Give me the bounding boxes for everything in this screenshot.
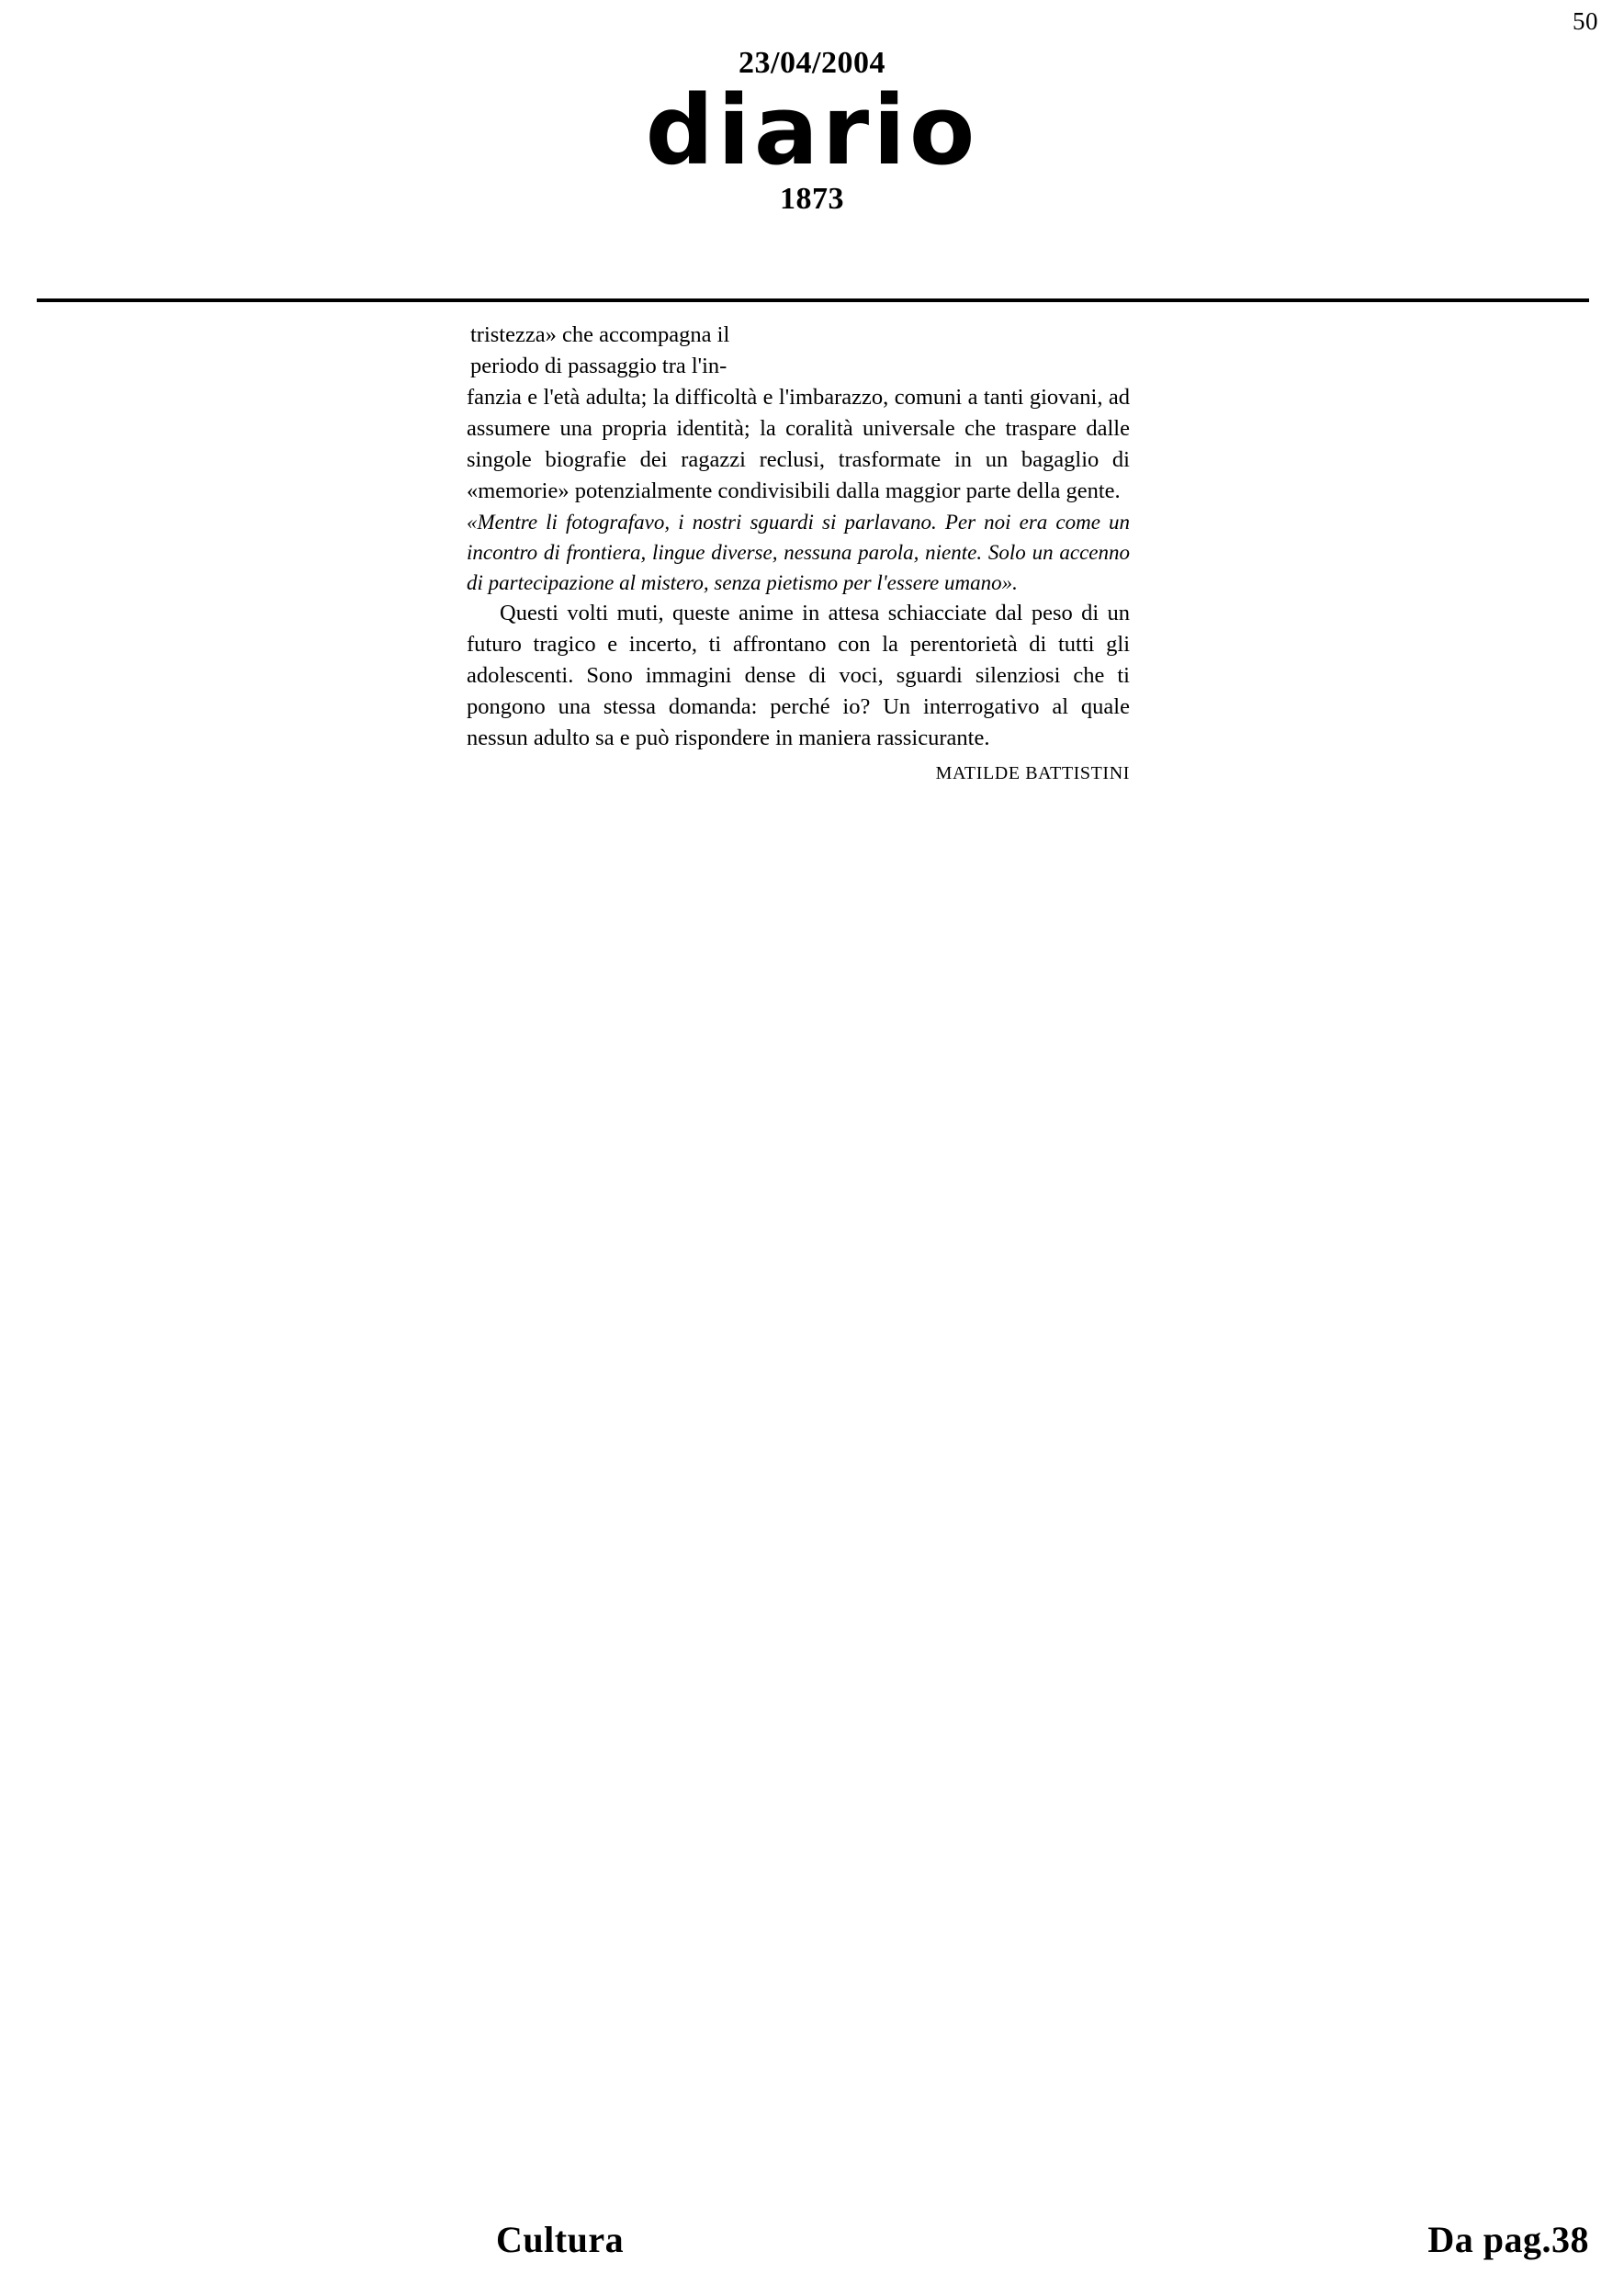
article-pull-quote: «Mentre li fotografavo, i nostri sguardi si parlavano. Per noi era come un incontro di frontiera, lingue diverse, nessuna parola, niente. Solo un accenno di partecipazione al mistero, senza pietismo per l'essere umano». <box>467 511 1130 594</box>
lead-line-1: tristezza» che accompagna il <box>470 322 730 347</box>
footer-continuation-label: Da pag.38 <box>1427 2219 1589 2260</box>
lead-line-2: periodo di passaggio tra l'in- <box>470 354 727 378</box>
header-divider <box>37 298 1589 302</box>
article-body <box>467 320 1130 784</box>
article-paragraph-main: fanzia e l'età adulta; la difficoltà e l'imbarazzo, comuni a tanti giovani, ad assumere una propria identità; la coralità universale che traspare dalle singole biografie dei ragazzi reclusi, trasformate in un bagaglio di «memorie» potenzialmente condivisibili dalla maggior parte della gente. <box>467 385 1130 503</box>
masthead-title: diario <box>645 74 979 186</box>
article-paragraph-closing: Questi volti muti, queste anime in attesa schiacciate dal peso di un futuro tragico e incerto, ti affrontano con la perentorietà di tutti gli adolescenti. Sono immagini dense di voci, sguardi silenziosi che ti pongono una stessa domanda: perché io? Un interrogativo al quale nessun adulto sa e può rispondere in maniera rassicurante. <box>467 601 1130 750</box>
masthead-issue-number: 1873 <box>780 182 844 216</box>
page-number: 50 <box>1573 7 1598 35</box>
footer-section-label: Cultura <box>496 2219 625 2260</box>
article-lead-fragment <box>467 320 1130 382</box>
article-byline: MATILDE BATTISTINI <box>935 763 1130 783</box>
masthead-date: 23/04/2004 <box>739 46 885 80</box>
masthead <box>0 48 1624 215</box>
